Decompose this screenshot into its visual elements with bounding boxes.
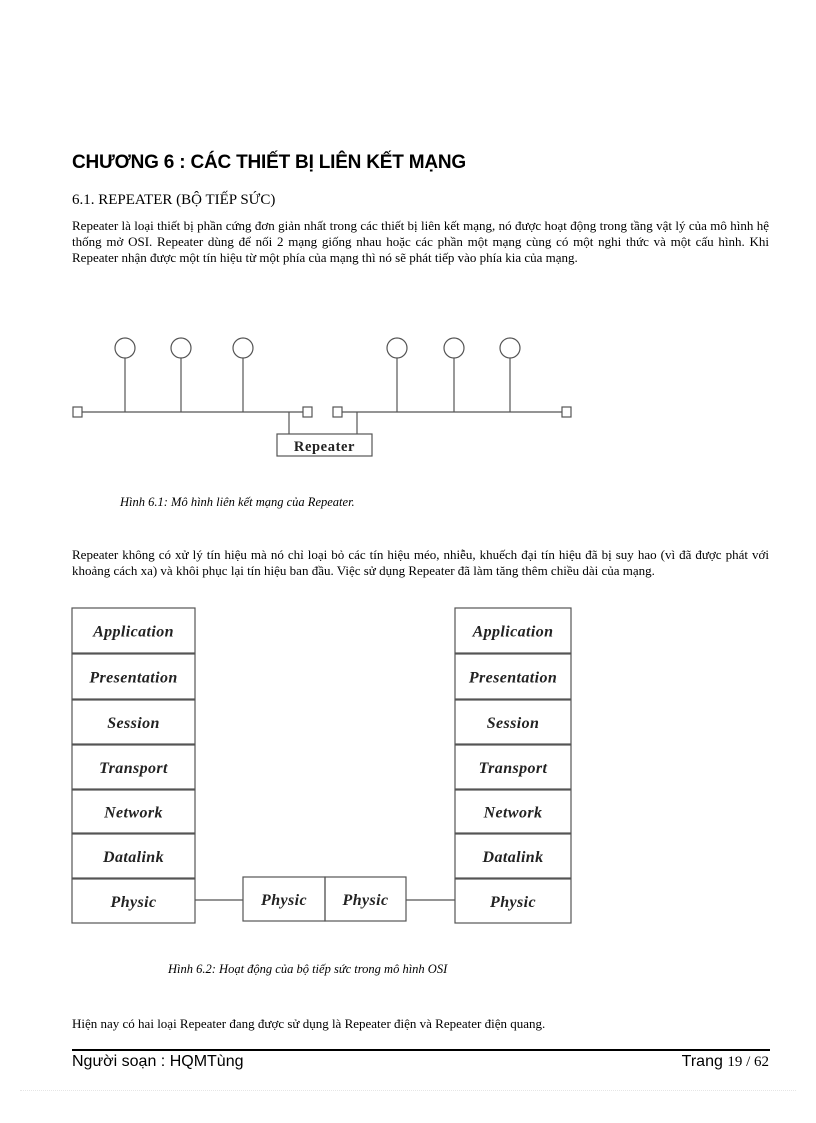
figure-2-caption: Hình 6.2: Hoạt động của bộ tiếp sức trong mô hình OSI (168, 962, 448, 976)
figure-1-caption: Hình 6.1: Mô hình liên kết mạng của Repeater. (120, 495, 355, 509)
right-osi-stack (455, 608, 571, 923)
right-layer-label-2: Presentation (468, 669, 558, 687)
chapter-title: CHƯƠNG 6 : CÁC THIẾT BỊ LIÊN KẾT MẠNG (72, 152, 467, 173)
left-layer-label-7: Physic (110, 894, 157, 911)
left-layer-label-4: Transport (99, 760, 168, 777)
right-layer-label-4: Transport (478, 760, 548, 777)
repeater-physic-label-1: Physic (261, 892, 307, 909)
left-layer-label-2: Presentation (89, 669, 178, 687)
left-layer-label-3: Session (107, 715, 160, 732)
footer-author: Người soạn : HQMTùng (72, 1053, 244, 1070)
repeater-physic-pair (243, 877, 406, 921)
left-osi-stack (72, 608, 195, 923)
paragraph-repeater-function: Repeater không có xử lý tín hiệu mà nó chỉ loại bỏ các tín hiệu méo, nhiễu, khuếch đại tín hiệu đã bị suy hao (vì đã được phát với khoảng cách xa) và khôi phục lại tín hiệu ban đầu. Việc sử dụng Repeater đã làm tăng thêm chiều dài của mạng. (72, 547, 769, 578)
footer-divider (72, 1049, 770, 1051)
right-layer-label-3: Session (486, 715, 540, 732)
right-layer-label-1: Application (472, 623, 554, 641)
section-title: 6.1. REPEATER (BỘ TIẾP SỨC) (72, 192, 276, 208)
left-layer-label-1: Application (93, 623, 174, 641)
left-layer-label-6: Datalink (103, 849, 164, 866)
right-layer-label-6: Datalink (482, 849, 544, 866)
footer-page-label: Trang (681, 1053, 723, 1070)
footer-page (682, 1053, 769, 1071)
footer-page-number: 19 / 62 (727, 1054, 769, 1070)
page-bottom-edge (20, 1090, 796, 1091)
repeater-label: Repeater (293, 439, 356, 455)
paragraph-repeater-types: Hiện nay có hai loại Repeater đang được sử dụng là Repeater điện và Repeater điện quang. (72, 1016, 546, 1031)
left-layer-label-5: Network (104, 804, 163, 822)
right-layer-label-5: Network (483, 804, 543, 822)
right-layer-label-7: Physic (490, 894, 536, 911)
paragraph-intro: Repeater là loại thiết bị phần cứng đơn giản nhất trong các thiết bị liên kết mạng, nó được hoạt động trong tầng vật lý của mô hình hệ thống mở OSI. Repeater dùng để nối 2 mạng giống nhau hoặc các phần một mạng cùng có một nghi thức và một cấu hình. Khi Repeater nhận được một tín hiệu từ một phía của mạng thì nó sẽ phát tiếp vào phía kia của mạng. (72, 218, 769, 265)
repeater-physic-label-2: Physic (342, 892, 389, 909)
